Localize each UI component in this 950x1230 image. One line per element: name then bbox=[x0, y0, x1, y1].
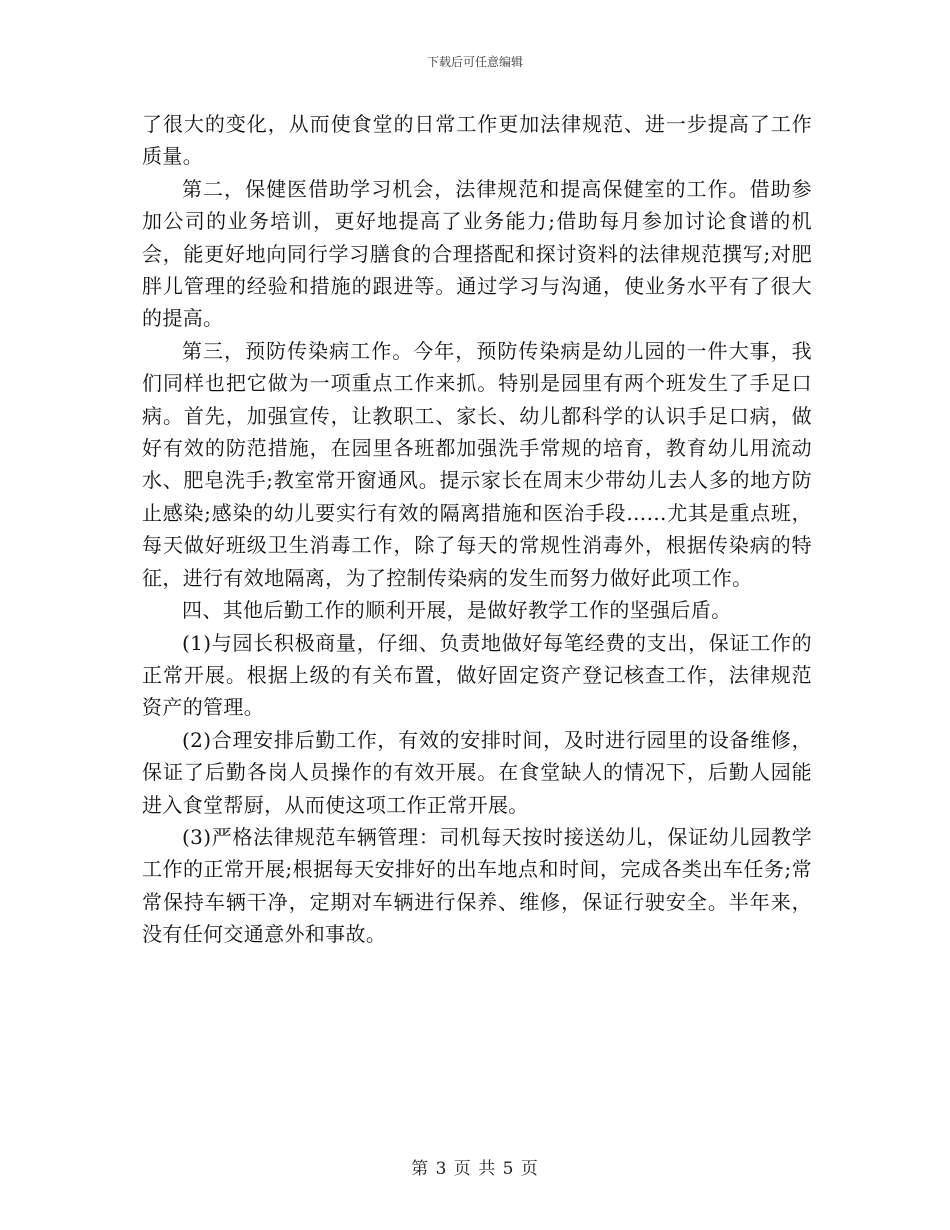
paragraph-logistics-heading: 四、其他后勤工作的顺利开展，是做好教学工作的坚强后盾。 bbox=[182, 598, 732, 623]
paragraph-item-2: (2)合理安排后勤工作，有效的安排时间，及时进行园里的设备维修，保证了后勤各岗人员操作的有效开展。在食堂缺人的情况下，后勤人园能进入食堂帮厨，从而使这项工作正常开展。 bbox=[142, 727, 812, 817]
paragraph-disease-prevention: 第三，预防传染病工作。今年，预防传染病是幼儿园的一件大事，我们同样也把它做为一项重点工作来抓。特别是园里有两个班发生了手足口病。首先，加强宣传，让教职工、家长、幼儿都科学的认识手足口病，做好有效的防范措施，在园里各班都加强洗手常规的培育，教育幼儿用流动水、肥皂洗手;教室常开窗通风。提示家长在周末少带幼儿去人多的地方防止感染;感染的幼儿要实行有效的隔离措施和医治手段……尤其是重点班，每天做好班级卫生消毒工作，除了每天的常规性消毒外，根据传染病的特征，进行有效地隔离，为了控制传染病的发生而努力做好此项工作。 bbox=[142, 338, 812, 590]
paragraph-item-1: (1)与园长积极商量，仔细、负责地做好每笔经费的支出，保证工作的正常开展。根据上级的有关布置，做好固定资产登记核查工作，法律规范资产的管理。 bbox=[142, 630, 812, 720]
page-header: 下载后可任意编辑 bbox=[426, 55, 523, 69]
page-number: 第 3 页 共 5 页 bbox=[411, 1159, 539, 1179]
paragraph-continuation: 了很大的变化，从而使食堂的日常工作更加法律规范、进一步提高了工作质量。 bbox=[142, 112, 812, 169]
paragraph-health-doctor: 第二，保健医借助学习机会，法律规范和提高保健室的工作。借助参加公司的业务培训，更好地提高了业务能力;借助每月参加讨论食谱的机会，能更好地向同行学习膳食的合理搭配和探讨资料的法律规范撰写;对肥胖儿管理的经验和措施的跟进等。通过学习与沟通，使业务水平有了很大的提高。 bbox=[142, 176, 812, 331]
document-body bbox=[142, 108, 812, 951]
paragraph-item-3: (3)严格法律规范车辆管理：司机每天按时接送幼儿，保证幼儿园教学工作的正常开展;根据每天安排好的出车地点和时间，完成各类出车任务;常常保持车辆干净，定期对车辆进行保养、维修，保证行驶安全。半年来，没有任何交通意外和事故。 bbox=[142, 824, 812, 947]
